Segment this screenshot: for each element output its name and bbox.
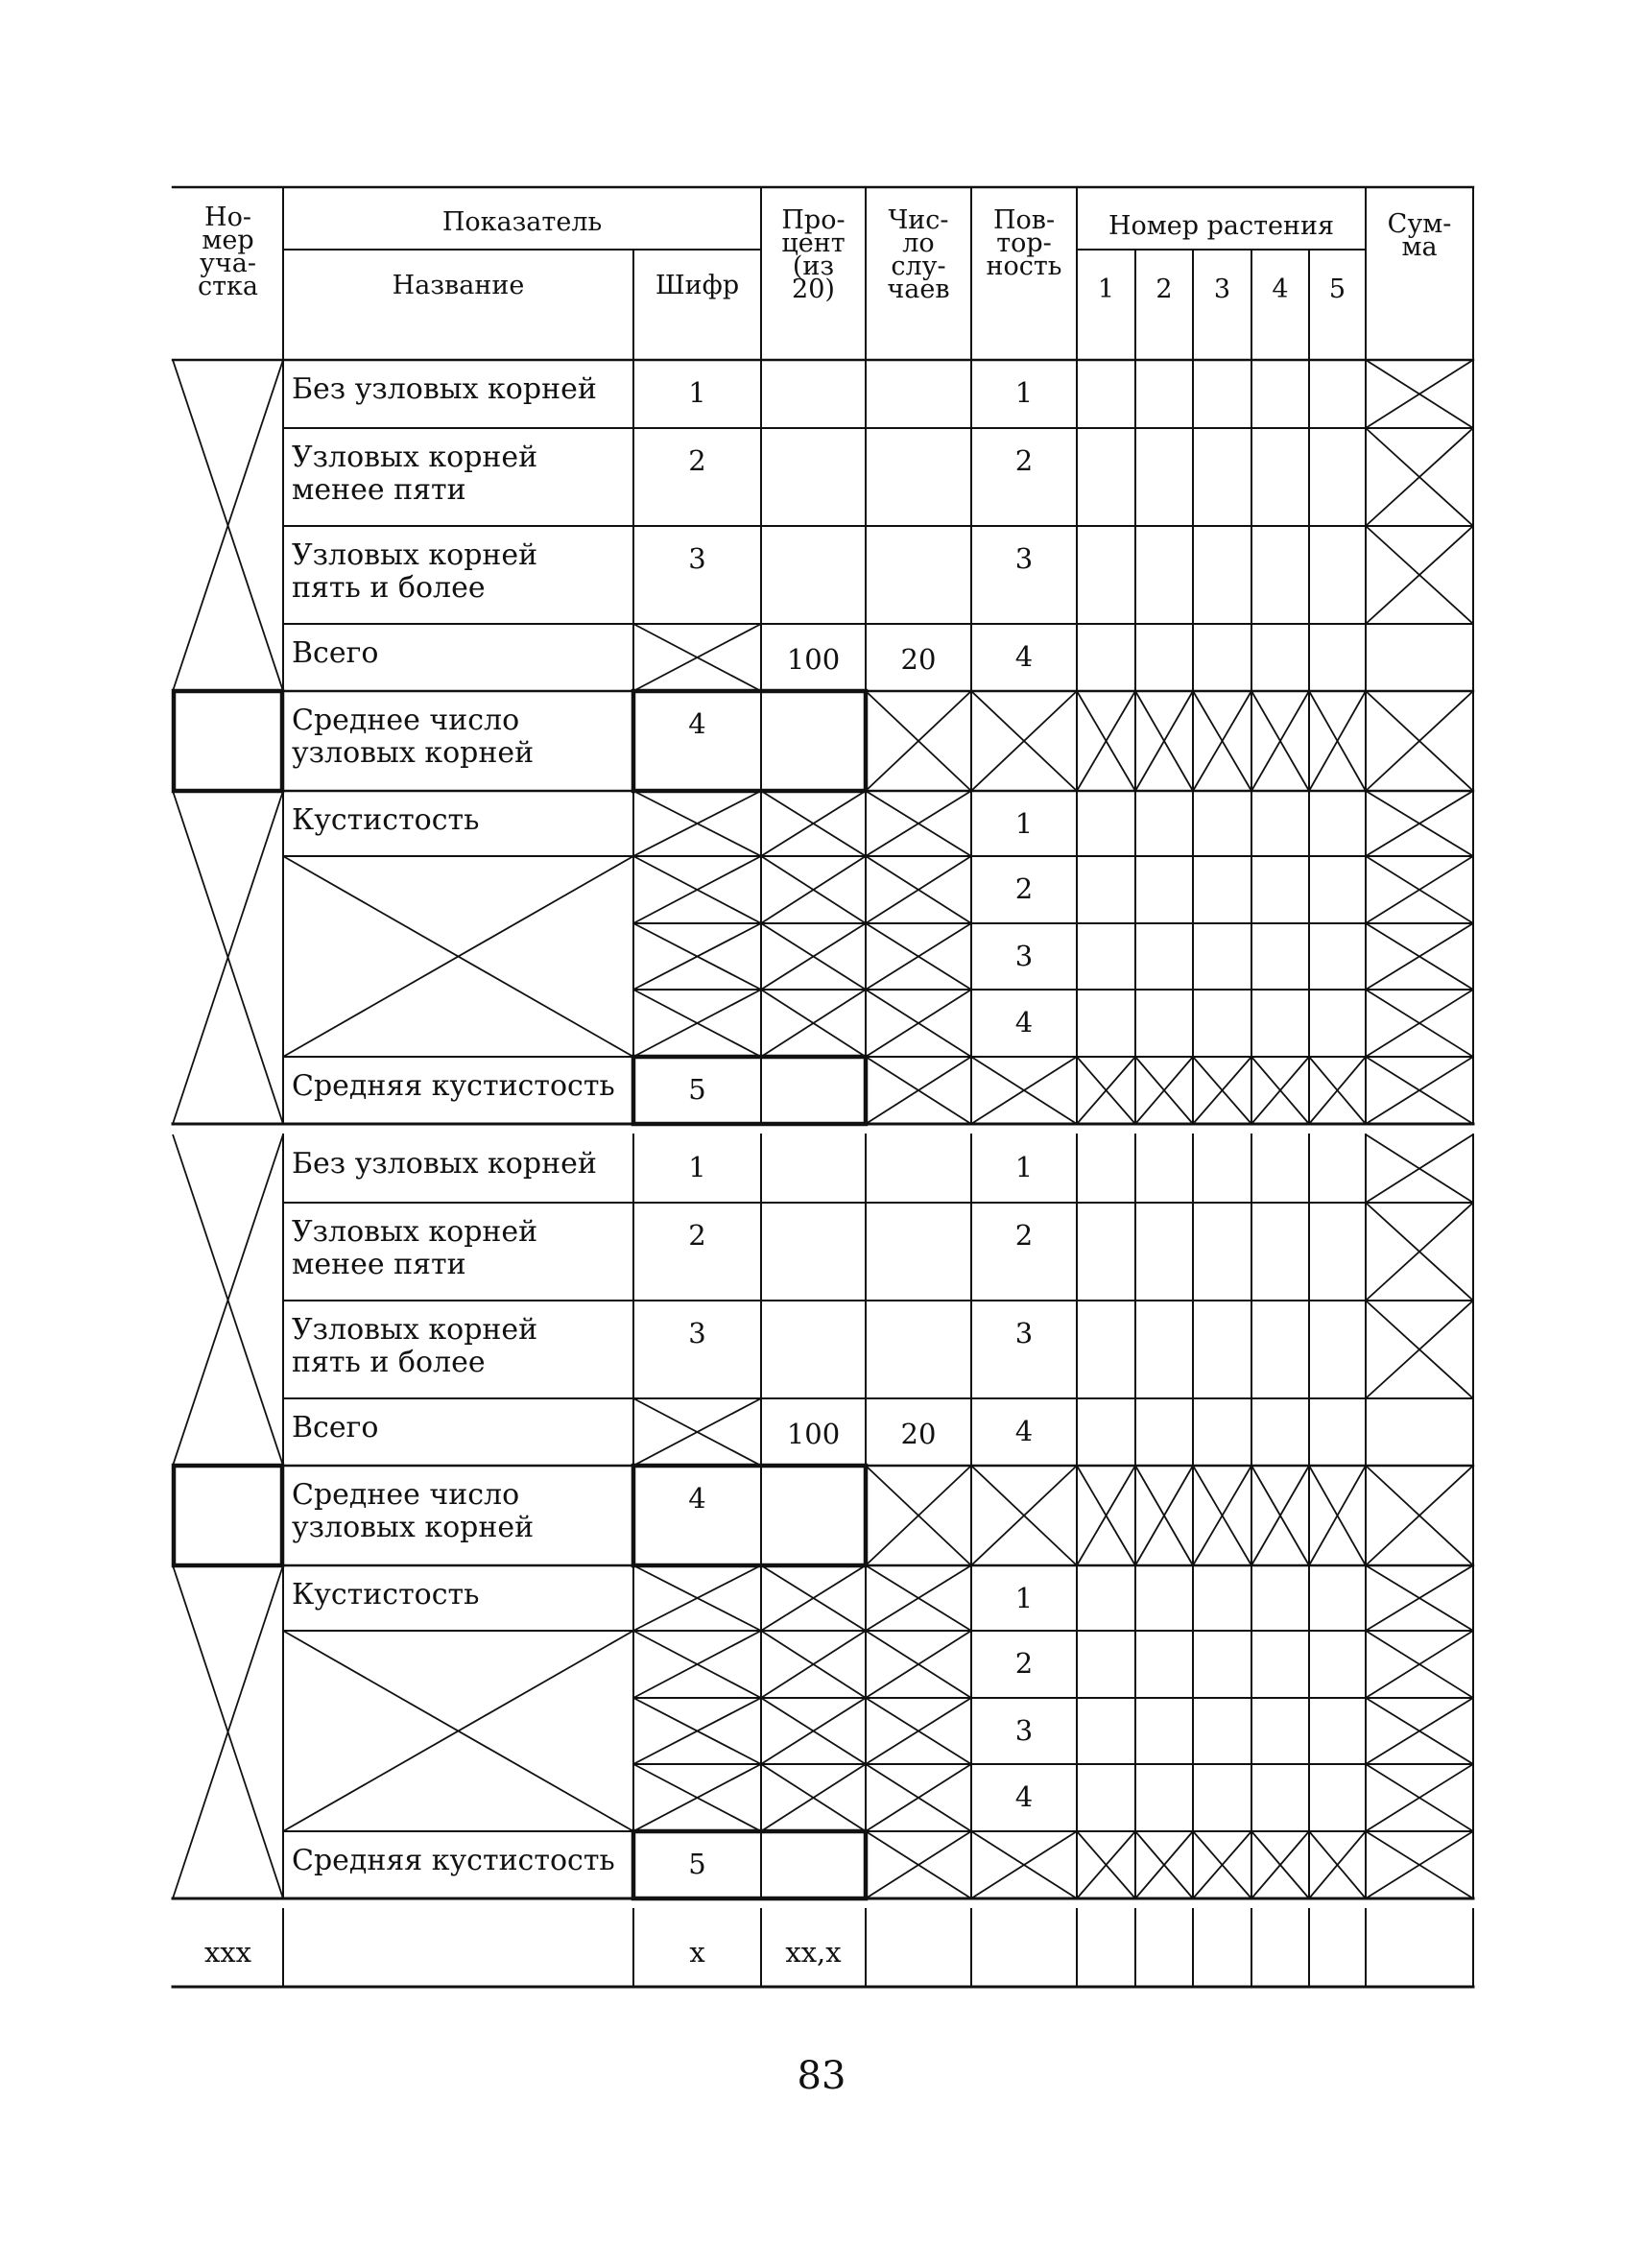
cases-cross	[866, 1057, 971, 1124]
repeatability-header: тор-	[996, 228, 1052, 258]
indicator-name: Всего	[292, 636, 379, 670]
indicator-name: Кустистость	[292, 1578, 480, 1611]
plot-number-header: мер	[202, 226, 254, 255]
percent-cross	[761, 990, 866, 1057]
percent-header: Про-	[781, 205, 846, 235]
repeatability-value: 1	[1014, 1582, 1034, 1614]
code-cross	[633, 1764, 761, 1831]
sum-cross	[1366, 923, 1473, 990]
code-cross	[633, 791, 761, 856]
indicator-name: менее пяти	[292, 473, 466, 507]
plant-5-header: 5	[1328, 275, 1346, 304]
cases-header: чаев	[887, 275, 950, 304]
code-value: 3	[688, 1317, 706, 1349]
cases-cross	[866, 1466, 971, 1565]
cases-cross	[866, 1565, 971, 1631]
indicator-name: Узловых корней	[292, 538, 538, 572]
repeatability-value: 2	[1014, 872, 1034, 905]
cases-header: слу-	[891, 251, 946, 281]
sum-cross	[1366, 1631, 1473, 1698]
cases-cross	[866, 1631, 971, 1698]
cases-cross	[866, 691, 971, 791]
footer-plot-mask: ххх	[203, 1936, 252, 1969]
percent-cross	[761, 1698, 866, 1764]
indicator-name: Средняя кустистость	[292, 1844, 615, 1877]
plot-number-header: стка	[197, 272, 259, 301]
cases-cross	[866, 923, 971, 990]
sum-cross	[1366, 791, 1473, 856]
plant-cross	[1251, 1466, 1309, 1565]
plot-number-header: Но-	[204, 203, 251, 232]
cases-cross	[866, 791, 971, 856]
code-value: 5	[688, 1073, 706, 1106]
repeatability-value: 3	[1014, 542, 1034, 575]
plant-cross	[1193, 1057, 1251, 1124]
plant-2-header: 2	[1156, 275, 1173, 304]
plot-column-cross	[173, 791, 283, 1124]
indicator-name: Узловых корней	[292, 1313, 538, 1347]
indicator-name: узловых корней	[292, 736, 535, 770]
indicator-name: Среднее число	[292, 704, 520, 737]
cases-cross	[866, 1764, 971, 1831]
repeatability-header: ность	[986, 251, 1062, 281]
percent-cross	[761, 1764, 866, 1831]
plant-cross	[1309, 1057, 1366, 1124]
plant-cross	[1309, 691, 1366, 791]
sum-cross	[1366, 360, 1473, 428]
sum-cross	[1366, 1831, 1473, 1898]
repeatability-value: 2	[1014, 444, 1034, 477]
percent-header: (из	[792, 251, 835, 281]
sum-header: ма	[1401, 232, 1438, 262]
code-value: 3	[688, 542, 706, 575]
cases-cross	[866, 1698, 971, 1764]
name-header: Название	[392, 271, 525, 300]
indicator-name: Средняя кустистость	[292, 1069, 615, 1103]
sum-cross	[1366, 691, 1473, 791]
sum-cross	[1366, 990, 1473, 1057]
plot-column-cross	[173, 360, 283, 691]
cases-header: Чис-	[888, 205, 949, 235]
indicator-name: пять и более	[292, 571, 486, 605]
sum-cross	[1366, 1134, 1473, 1203]
indicator-name: Среднее число	[292, 1478, 520, 1512]
percent-cross	[761, 1631, 866, 1698]
plant-cross	[1251, 691, 1309, 791]
plant-1-header: 1	[1097, 275, 1115, 304]
indicator-name: Без узловых корней	[292, 372, 597, 406]
rep-cross	[971, 1831, 1077, 1898]
cases-value: 20	[900, 1418, 937, 1450]
repeatability-value: 2	[1014, 1647, 1034, 1680]
plant-cross	[1077, 691, 1135, 791]
code-header: Шифр	[655, 271, 740, 300]
plant-number-header: Номер растения	[1108, 211, 1335, 241]
code-cross	[633, 1565, 761, 1631]
percent-header: цент	[781, 228, 846, 258]
plot-column-cross	[173, 1565, 283, 1898]
indicator-name: Узловых корней	[292, 441, 538, 474]
indicator-name: Без узловых корней	[292, 1147, 597, 1181]
percent-cross	[761, 856, 866, 923]
average-value-frame	[633, 691, 866, 791]
sum-cross	[1366, 1301, 1473, 1398]
percent-cross	[761, 791, 866, 856]
sum-cross	[1366, 526, 1473, 624]
percent-header: 20)	[792, 275, 835, 304]
indicator-name: узловых корней	[292, 1511, 535, 1544]
sum-header: Сум-	[1387, 209, 1452, 239]
rep-cross	[971, 1466, 1077, 1565]
code-value: 4	[688, 707, 706, 740]
code-cross	[633, 1698, 761, 1764]
code-value: 5	[688, 1848, 706, 1880]
repeatability-value: 4	[1014, 1415, 1034, 1447]
repeatability-value: 4	[1014, 1006, 1034, 1039]
plant-3-header: 3	[1213, 275, 1231, 304]
cases-cross	[866, 1831, 971, 1898]
cases-value: 20	[900, 643, 937, 676]
plant-cross	[1077, 1831, 1135, 1898]
repeatability-header: Пов-	[992, 205, 1056, 235]
cases-cross	[866, 856, 971, 923]
indicator-name: Кустистость	[292, 803, 480, 837]
plant-cross	[1135, 1057, 1193, 1124]
plant-cross	[1309, 1466, 1366, 1565]
repeatability-value: 3	[1014, 1714, 1034, 1747]
total-code-cross	[633, 1398, 761, 1466]
sum-cross	[1366, 1764, 1473, 1831]
percent-cross	[761, 923, 866, 990]
repeatability-value: 4	[1014, 640, 1034, 673]
footer-percent-mask: хх,х	[785, 1936, 842, 1969]
sum-cross	[1366, 1057, 1473, 1124]
cases-cross	[866, 990, 971, 1057]
code-value: 1	[688, 376, 706, 409]
plant-cross	[1193, 1466, 1251, 1565]
empty-name-cross	[283, 1631, 633, 1831]
plant-cross	[1309, 1831, 1366, 1898]
repeatability-value: 1	[1014, 807, 1034, 840]
plot-average-frame	[174, 691, 282, 791]
plant-cross	[1135, 1466, 1193, 1565]
plant-cross	[1135, 1831, 1193, 1898]
sum-cross	[1366, 428, 1473, 526]
repeatability-value: 4	[1014, 1780, 1034, 1813]
repeatability-value: 2	[1014, 1219, 1034, 1252]
rep-cross	[971, 1057, 1077, 1124]
sum-cross	[1366, 1698, 1473, 1764]
code-value: 2	[688, 1219, 706, 1252]
rep-cross	[971, 691, 1077, 791]
footer-code-mask: х	[689, 1936, 705, 1969]
plant-cross	[1077, 1466, 1135, 1565]
plot-column-cross	[173, 1134, 283, 1466]
plot-average-frame	[174, 1466, 282, 1565]
plant-4-header: 4	[1272, 275, 1289, 304]
sum-cross	[1366, 1203, 1473, 1301]
code-cross	[633, 856, 761, 923]
indicator-name: Узловых корней	[292, 1215, 538, 1249]
plant-cross	[1135, 691, 1193, 791]
percent-value: 100	[786, 1418, 841, 1450]
sum-cross	[1366, 856, 1473, 923]
repeatability-value: 1	[1014, 376, 1034, 409]
repeatability-value: 1	[1014, 1151, 1034, 1183]
indicator-name: менее пяти	[292, 1248, 466, 1281]
cases-header: ло	[902, 228, 935, 258]
sum-cross	[1366, 1565, 1473, 1631]
indicator-name: пять и более	[292, 1346, 486, 1379]
percent-value: 100	[786, 643, 841, 676]
repeatability-value: 3	[1014, 1317, 1034, 1349]
plot-number-header: уча-	[200, 249, 256, 278]
empty-name-cross	[283, 856, 633, 1057]
plant-cross	[1251, 1831, 1309, 1898]
repeatability-value: 3	[1014, 940, 1034, 972]
sum-cross	[1366, 1466, 1473, 1565]
code-cross	[633, 923, 761, 990]
plant-cross	[1251, 1057, 1309, 1124]
plant-cross	[1193, 691, 1251, 791]
plant-cross	[1193, 1831, 1251, 1898]
code-cross	[633, 1631, 761, 1698]
indicator-header: Показатель	[441, 207, 603, 237]
code-value: 4	[688, 1482, 706, 1515]
percent-cross	[761, 1565, 866, 1631]
average-value-frame	[633, 1466, 866, 1565]
indicator-name: Всего	[292, 1411, 379, 1444]
page-number: 83	[797, 2054, 846, 2098]
plant-cross	[1077, 1057, 1135, 1124]
code-cross	[633, 990, 761, 1057]
code-value: 1	[688, 1151, 706, 1183]
code-value: 2	[688, 444, 706, 477]
total-code-cross	[633, 624, 761, 691]
